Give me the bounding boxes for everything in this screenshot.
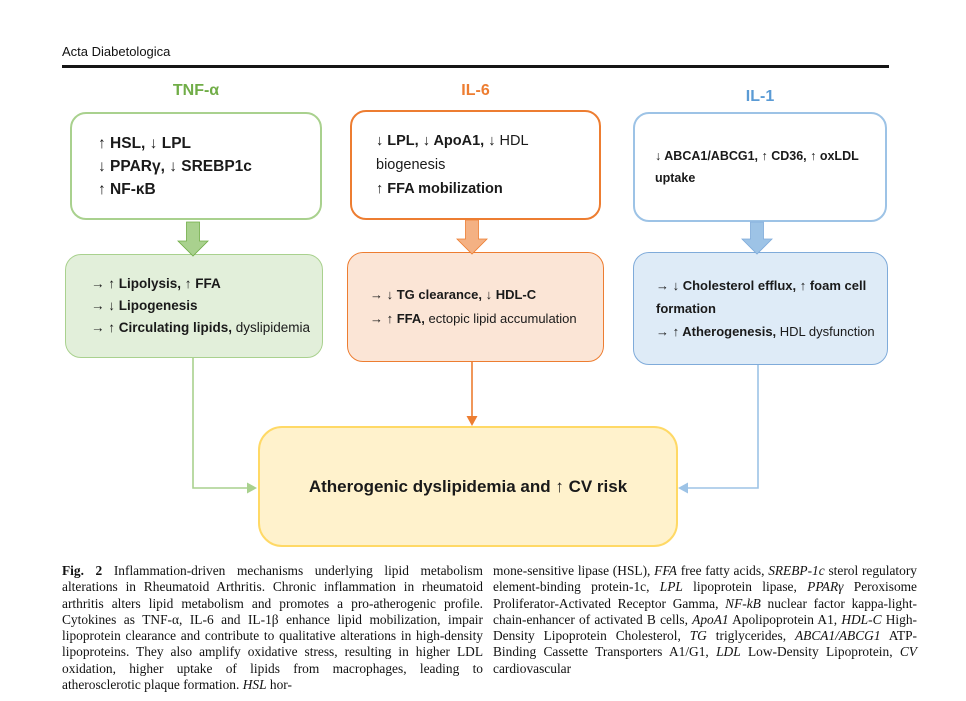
tnf-connector-arrowhead-icon <box>247 483 257 494</box>
tnf-mediators-line: ↑ NF-κB <box>98 180 156 198</box>
il1-block-arrow-icon <box>742 222 772 254</box>
tnf-mediators-line: ↑ HSL, ↓ LPL <box>98 134 191 152</box>
tnf-connector-arrow-icon <box>193 358 248 488</box>
il6-effects-line: → ↑ FFA, ectopic lipid accumulation <box>370 311 577 326</box>
figure-caption-left-column: Fig. 2 Inflammation-driven mechanisms underlying lipid metabolism alterations in Rheumatoid Arthritis. Chronic inflammation in rheumatoid arthritis alters lipid metabolism and promotes a pro-atherogenic profile. Cytokines as TNF-α, IL-6 and IL-1β enhance lipid mobilization, impair lipoprotein clearance and contribute to qualitative alterations in high-density lipoproteins. They also amplify oxidative stress, resulting in higher LDL oxidation, higher uptake of lipids from macrophages, leading to atherosclerotic plaque formation. HSL hor- <box>62 563 483 693</box>
tnf-mediators-line: ↓ PPARγ, ↓ SREBP1c <box>98 157 252 175</box>
il1-effects-line: → ↑ Atherogenesis, HDL dysfunction <box>656 324 875 339</box>
il1-mediators-box <box>633 112 887 222</box>
column-header-il-6: IL-6 <box>461 82 490 99</box>
il6-mediators-box <box>350 110 601 220</box>
il1-effects-box <box>633 252 888 365</box>
column-header-il-1: IL-1 <box>745 88 775 105</box>
il1-effects-line: formation <box>656 301 716 316</box>
il6-mediators-line: ↑ FFA mobilization <box>376 181 503 197</box>
journal-header: Acta Diabetologica <box>62 44 171 59</box>
il6-effects-line: → ↓ TG clearance, ↓ HDL-C <box>370 287 537 302</box>
tnf-effects-line: → ↑ Lipolysis, ↑ FFA <box>91 276 221 291</box>
tnf-mediators-box <box>70 112 322 220</box>
il1-mediators-line: ↓ ABCA1/ABCG1, ↑ CD36, ↑ oxLDL <box>655 149 859 163</box>
header-rule <box>62 65 889 68</box>
tnf-block-arrow-icon <box>178 222 208 256</box>
outcome-box <box>258 426 678 547</box>
il6-connector-arrowhead-icon <box>467 416 478 426</box>
il6-block-arrow-icon <box>457 220 487 254</box>
column-header-tnf-alpha: TNF-α <box>172 82 220 99</box>
il6-mediators-line: biogenesis <box>376 157 446 173</box>
il1-effects-line: → ↓ Cholesterol efflux, ↑ foam cell <box>656 278 867 293</box>
il6-mediators-line: ↓ LPL, ↓ ApoA1, ↓ HDL <box>376 133 529 149</box>
il1-connector-arrowhead-icon <box>678 483 688 494</box>
il1-mediators-line: uptake <box>655 171 696 185</box>
figure-caption-right-column: mone-sensitive lipase (HSL), FFA free fatty acids, SREBP-1c sterol regulatory element-binding protein-1c, LPL lipoprotein lipase, PPARγ Peroxisome Proliferator-Activated Receptor Gamma, NF-kB nuclear factor kappa-light-chain-enhancer of activated B cells, ApoA1 Apolipoprotein A1, HDL-C High-Density Lipoprotein Cholesterol, TG triglycerides, ABCA1/ABCG1 ATP-Binding Cassette Transporters A1/G1, LDL Low-Density Lipoprotein, CV cardiovascular <box>493 563 918 676</box>
tnf-effects-line: → ↓ Lipogenesis <box>91 298 198 313</box>
tnf-effects-line: → ↑ Circulating lipids, dyslipidemia <box>91 320 311 335</box>
il1-connector-arrow-icon <box>687 365 758 488</box>
il6-effects-box <box>347 252 604 362</box>
tnf-effects-box <box>65 254 323 358</box>
outcome-text: Atherogenic dyslipidemia and ↑ CV risk <box>308 476 628 496</box>
